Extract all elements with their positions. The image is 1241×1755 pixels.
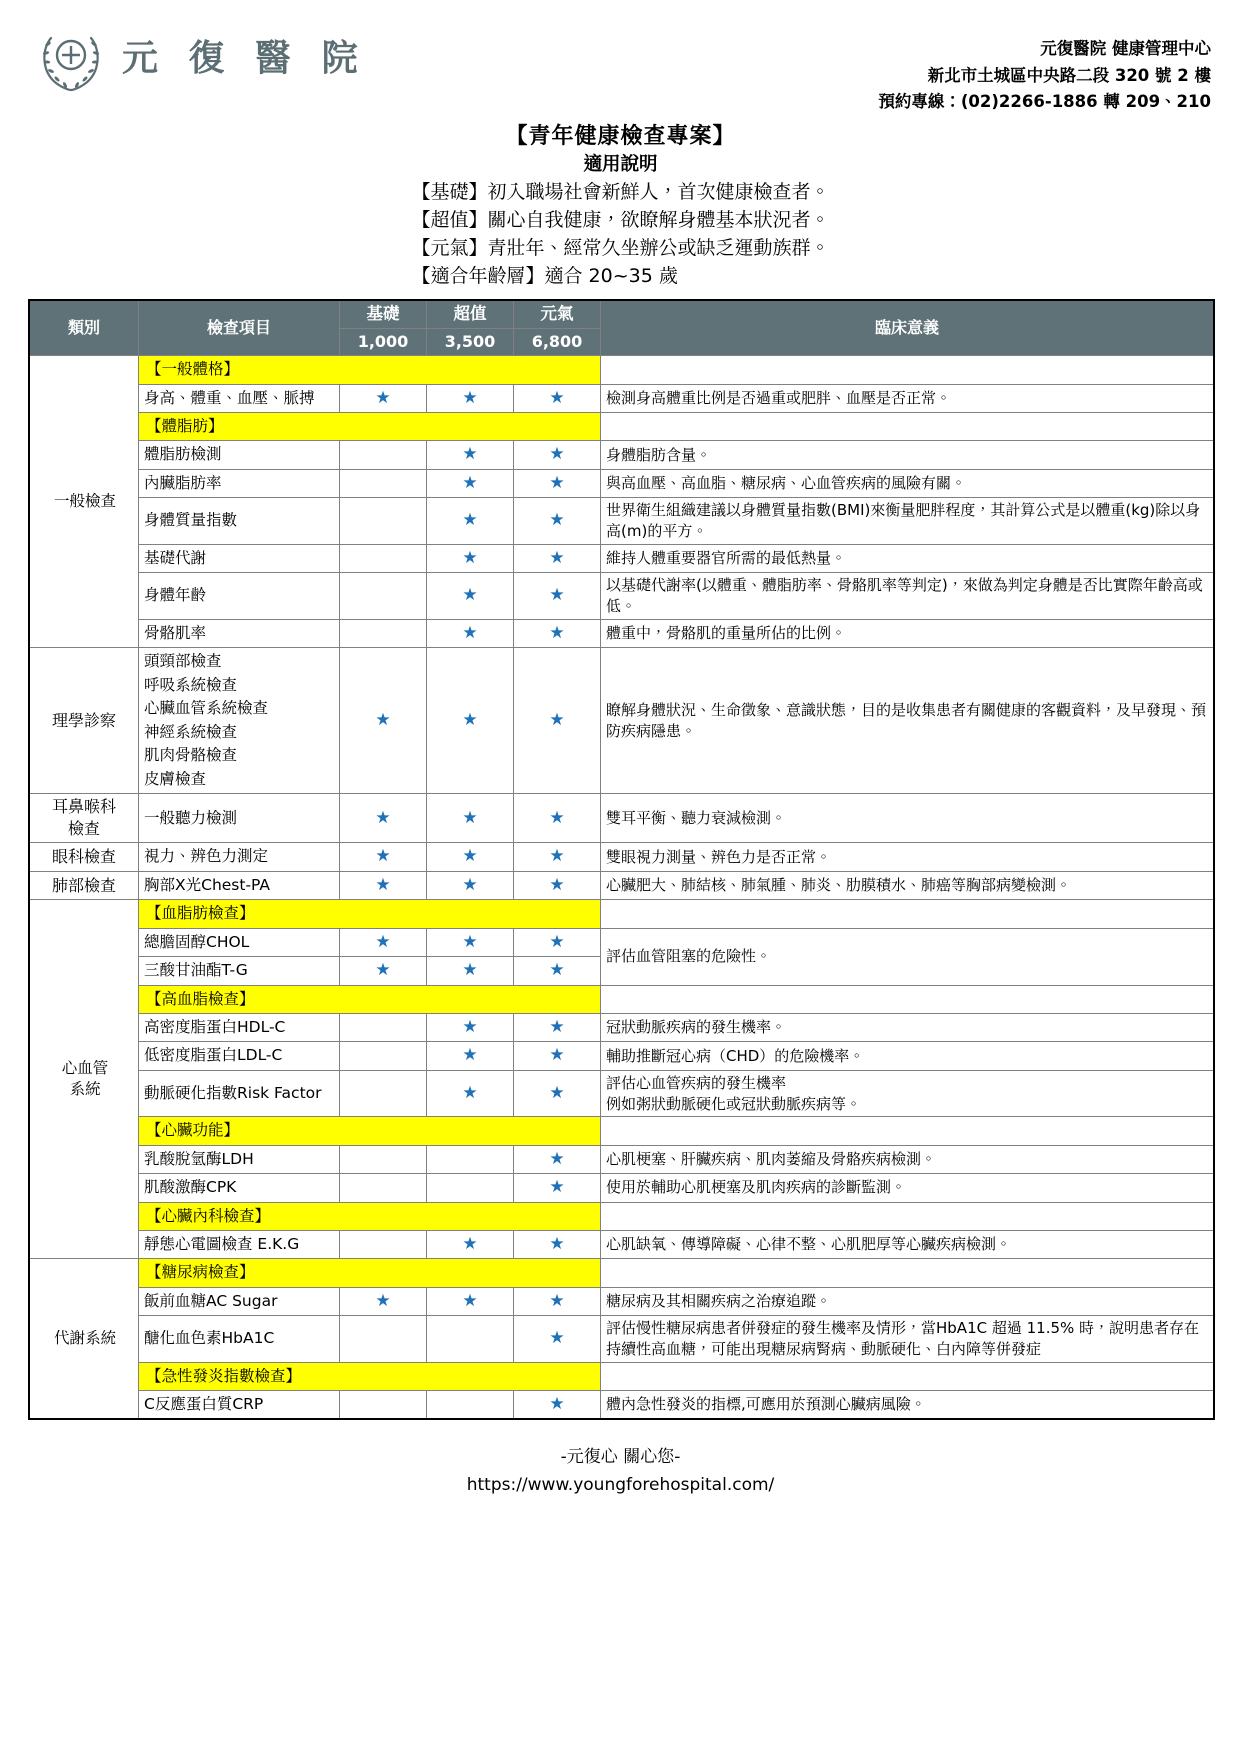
- footer-url[interactable]: https://www.youngforehospital.com/: [466, 1474, 775, 1495]
- item-name-cell: 內臟脂肪率: [139, 469, 340, 497]
- item-name-cell: 視力、辨色力測定: [139, 843, 340, 871]
- center-phone: 預約專線：(02)2266-1886 轉 209、210: [878, 92, 1211, 112]
- column-header-tier-vitality: 元氣: [514, 300, 601, 328]
- item-name-cell: 飯前血糖AC Sugar: [139, 1287, 340, 1315]
- clinical-meaning-cell: 評估血管阻塞的危險性。: [601, 928, 1215, 985]
- table-group-header-row: [29, 1202, 1214, 1230]
- star-empty-basic: [340, 1014, 427, 1042]
- item-name-cell: 總膽固醇CHOL: [139, 928, 340, 956]
- star-empty-basic: [340, 441, 427, 469]
- star-empty-basic: [340, 619, 427, 647]
- table-group-header-row: [29, 1259, 1214, 1287]
- star-included-vitality: ★: [514, 1316, 601, 1362]
- star-included-vitality: ★: [514, 1014, 601, 1042]
- note-line: 【超值】關心自我健康，欲瞭解身體基本狀況者。: [411, 209, 830, 232]
- item-name-cell: 靜態心電圖檢查 E.K.G: [139, 1230, 340, 1258]
- star-included-vitality: ★: [514, 619, 601, 647]
- star-included-value: ★: [427, 619, 514, 647]
- star-included-vitality: ★: [514, 1230, 601, 1258]
- table-header-row: [29, 300, 1214, 328]
- star-empty-basic: [340, 498, 427, 544]
- star-included-value: ★: [427, 871, 514, 899]
- star-included-basic: ★: [340, 794, 427, 843]
- center-address: 新北市土城區中央路二段 320 號 2 樓: [927, 65, 1211, 85]
- star-included-value: ★: [427, 1014, 514, 1042]
- title-block: [0, 122, 1241, 290]
- column-header-category: 類別: [29, 300, 139, 355]
- category-cell: 眼科檢查: [29, 843, 139, 871]
- item-name-cell: 肌酸激酶CPK: [139, 1174, 340, 1202]
- clinical-meaning-cell: 心臟肥大、肺結核、肺氣腫、肺炎、肋膜積水、肺癌等胸部病變檢測。: [601, 871, 1215, 899]
- star-included-value: ★: [427, 1230, 514, 1258]
- table-row: [29, 498, 1214, 544]
- star-included-vitality: ★: [514, 871, 601, 899]
- footer-slogan: -元復心 關心您-: [560, 1447, 681, 1468]
- laurel-wreath-cross-icon: [34, 22, 108, 96]
- star-included-basic: ★: [340, 1287, 427, 1315]
- star-included-basic: ★: [340, 648, 427, 794]
- clinical-meaning-cell: 瞭解身體狀況、生命徵象、意識狀態，目的是收集患者有關健康的客觀資料，及早發現、預防疾病隱患。: [601, 648, 1215, 794]
- star-included-value: ★: [427, 794, 514, 843]
- star-empty-basic: [340, 544, 427, 572]
- table-row: [29, 794, 1214, 843]
- clinical-meaning-cell: 體重中，骨骼肌的重量所佔的比例。: [601, 619, 1215, 647]
- item-name-cell: C反應蛋白質CRP: [139, 1390, 340, 1419]
- group-label: 【急性發炎指數檢查】: [139, 1362, 601, 1390]
- category-cell: 一般檢查: [29, 356, 139, 648]
- table-row: [29, 469, 1214, 497]
- table-group-header-row: [29, 900, 1214, 928]
- star-included-value: ★: [427, 384, 514, 412]
- table-row: [29, 1316, 1214, 1362]
- item-name-cell: 身體質量指數: [139, 498, 340, 544]
- table-head: [29, 300, 1214, 355]
- brand-name: 元 復 醫 院: [122, 38, 367, 79]
- star-included-vitality: ★: [514, 1174, 601, 1202]
- table-row: [29, 1287, 1214, 1315]
- column-header-tier-basic: 基礎: [340, 300, 427, 328]
- table-row: [29, 573, 1214, 619]
- table-row: [29, 871, 1214, 899]
- star-included-value: ★: [427, 1070, 514, 1116]
- table-group-header-row: [29, 1362, 1214, 1390]
- item-name-cell: 一般聽力檢測: [139, 794, 340, 843]
- table-row: [29, 648, 1214, 794]
- star-included-basic: ★: [340, 928, 427, 956]
- star-included-value: ★: [427, 441, 514, 469]
- note-line: 【元氣】青壯年、經常久坐辦公或缺乏運動族群。: [411, 236, 830, 259]
- star-included-vitality: ★: [514, 573, 601, 619]
- clinical-meaning-cell: 冠狀動脈疾病的發生機率。: [601, 1014, 1215, 1042]
- star-included-vitality: ★: [514, 1145, 601, 1173]
- document-header: [0, 0, 1241, 116]
- clinical-meaning-cell: 輔助推斷冠心病（CHD）的危險機率。: [601, 1042, 1215, 1070]
- column-header-meaning: 臨床意義: [601, 300, 1215, 355]
- item-name-cell: 低密度脂蛋白LDL-C: [139, 1042, 340, 1070]
- item-name-cell: 頭頸部檢查 呼吸系統檢查 心臟血管系統檢查 神經系統檢查 肌肉骨骼檢查 皮膚檢查: [139, 648, 340, 794]
- star-included-value: ★: [427, 469, 514, 497]
- star-empty-basic: [340, 1070, 427, 1116]
- clinical-meaning-cell: 世界衛生組織建議以身體質量指數(BMI)來衡量肥胖程度，其計算公式是以體重(kg)除以身高(m)的平方。: [601, 498, 1215, 544]
- clinical-meaning-cell: 糖尿病及其相關疾病之治療追蹤。: [601, 1287, 1215, 1315]
- price-tier-vitality: 6,800: [514, 329, 601, 356]
- star-empty-basic: [340, 1316, 427, 1362]
- page-title: 【青年健康檢查專案】: [505, 124, 736, 150]
- star-included-value: ★: [427, 843, 514, 871]
- star-included-basic: ★: [340, 871, 427, 899]
- table-row: [29, 1174, 1214, 1202]
- item-name-cell: 醣化血色素HbA1C: [139, 1316, 340, 1362]
- item-name-cell: 身高、體重、血壓、脈搏: [139, 384, 340, 412]
- group-label: 【心臟功能】: [139, 1117, 601, 1145]
- star-included-value: ★: [427, 1287, 514, 1315]
- star-included-value: ★: [427, 957, 514, 985]
- category-cell: 耳鼻喉科 檢查: [29, 794, 139, 843]
- star-included-value: ★: [427, 498, 514, 544]
- category-cell: 理學診察: [29, 648, 139, 794]
- clinical-meaning-cell: 心肌缺氧、傳導障礙、心律不整、心肌肥厚等心臟疾病檢測。: [601, 1230, 1215, 1258]
- table-group-header-row: [29, 356, 1214, 384]
- star-included-basic: ★: [340, 843, 427, 871]
- star-included-value: ★: [427, 573, 514, 619]
- star-empty-basic: [340, 469, 427, 497]
- star-included-vitality: ★: [514, 441, 601, 469]
- star-included-vitality: ★: [514, 498, 601, 544]
- star-included-vitality: ★: [514, 384, 601, 412]
- table-group-header-row: [29, 413, 1214, 441]
- star-included-vitality: ★: [514, 1042, 601, 1070]
- clinical-meaning-cell: 評估心血管疾病的發生機率 例如粥狀動脈硬化或冠狀動脈疾病等。: [601, 1070, 1215, 1116]
- star-empty-value: [427, 1390, 514, 1419]
- package-table: [28, 299, 1215, 1420]
- clinical-meaning-cell: 雙耳平衡、聽力衰減檢測。: [601, 794, 1215, 843]
- applicability-notes: [411, 179, 829, 290]
- star-included-vitality: ★: [514, 928, 601, 956]
- star-empty-value: [427, 1145, 514, 1173]
- item-name-cell: 基礎代謝: [139, 544, 340, 572]
- group-label: 【糖尿病檢查】: [139, 1259, 601, 1287]
- clinical-meaning-cell: 以基礎代謝率(以體重、體脂肪率、骨骼肌率等判定)，來做為判定身體是否比實際年齡高或低。: [601, 573, 1215, 619]
- group-label: 【血脂肪檢查】: [139, 900, 601, 928]
- note-line: 【基礎】初入職場社會新鮮人，首次健康檢查者。: [411, 181, 830, 204]
- note-line: 【適合年齡層】適合 20~35 歲: [411, 264, 678, 287]
- star-included-vitality: ★: [514, 1287, 601, 1315]
- document-footer: [0, 1444, 1241, 1498]
- clinical-meaning-cell: 維持人體重要器官所需的最低熱量。: [601, 544, 1215, 572]
- star-included-vitality: ★: [514, 794, 601, 843]
- table-row: [29, 1390, 1214, 1419]
- price-tier-basic: 1,000: [340, 329, 427, 356]
- table-row: [29, 441, 1214, 469]
- group-label: 【一般體格】: [139, 356, 601, 384]
- brand-lockup: [34, 22, 367, 96]
- star-included-value: ★: [427, 928, 514, 956]
- group-label: 【心臟內科檢查】: [139, 1202, 601, 1230]
- item-name-cell: 胸部X光Chest-PA: [139, 871, 340, 899]
- table-group-header-row: [29, 985, 1214, 1013]
- clinical-meaning-cell: 評估慢性糖尿病患者併發症的發生機率及情形，當HbA1C 超過 11.5% 時，說明患者存在持續性高血糖，可能出現糖尿病腎病、動脈硬化、白內障等併發症: [601, 1316, 1215, 1362]
- column-header-item: 檢查項目: [139, 300, 340, 355]
- category-cell: 肺部檢查: [29, 871, 139, 899]
- price-tier-value: 3,500: [427, 329, 514, 356]
- clinical-meaning-cell: 身體脂肪含量。: [601, 441, 1215, 469]
- clinical-meaning-cell: 雙眼視力測量、辨色力是否正常。: [601, 843, 1215, 871]
- table-group-header-row: [29, 1117, 1214, 1145]
- table-row: [29, 619, 1214, 647]
- star-included-basic: ★: [340, 384, 427, 412]
- star-included-vitality: ★: [514, 469, 601, 497]
- star-included-vitality: ★: [514, 957, 601, 985]
- category-cell: 代謝系統: [29, 1259, 139, 1420]
- contact-block: [878, 22, 1211, 116]
- page-subtitle: 適用說明: [583, 154, 658, 176]
- item-name-cell: 體脂肪檢測: [139, 441, 340, 469]
- clinical-meaning-cell: 心肌梗塞、肝臟疾病、肌肉萎縮及骨骼疾病檢測。: [601, 1145, 1215, 1173]
- table-row: [29, 1145, 1214, 1173]
- table-row: [29, 928, 1214, 956]
- star-included-vitality: ★: [514, 1070, 601, 1116]
- table-row: [29, 1042, 1214, 1070]
- star-included-vitality: ★: [514, 544, 601, 572]
- item-name-cell: 高密度脂蛋白HDL-C: [139, 1014, 340, 1042]
- group-label: 【體脂肪】: [139, 413, 601, 441]
- star-empty-value: [427, 1316, 514, 1362]
- clinical-meaning-cell: 檢測身高體重比例是否過重或肥胖、血壓是否正常。: [601, 384, 1215, 412]
- star-empty-basic: [340, 1230, 427, 1258]
- table-row: [29, 1014, 1214, 1042]
- star-included-value: ★: [427, 648, 514, 794]
- item-name-cell: 骨骼肌率: [139, 619, 340, 647]
- category-cell: 心血管 系統: [29, 900, 139, 1259]
- item-name-cell: 身體年齡: [139, 573, 340, 619]
- table-row: [29, 1070, 1214, 1116]
- package-table-wrap: [0, 290, 1241, 1420]
- star-empty-value: [427, 1174, 514, 1202]
- item-name-cell: 動脈硬化指數Risk Factor: [139, 1070, 340, 1116]
- item-name-cell: 乳酸脫氫酶LDH: [139, 1145, 340, 1173]
- column-header-tier-value: 超值: [427, 300, 514, 328]
- star-empty-basic: [340, 1145, 427, 1173]
- table-row: [29, 1230, 1214, 1258]
- clinical-meaning-cell: 與高血壓、高血脂、糖尿病、心血管疾病的風險有關。: [601, 469, 1215, 497]
- table-body: [29, 356, 1214, 1420]
- clinical-meaning-cell: 體內急性發炎的指標,可應用於預測心臟病風險。: [601, 1390, 1215, 1419]
- star-empty-basic: [340, 1390, 427, 1419]
- star-empty-basic: [340, 573, 427, 619]
- star-included-vitality: ★: [514, 648, 601, 794]
- star-empty-basic: [340, 1042, 427, 1070]
- table-row: [29, 544, 1214, 572]
- item-name-cell: 三酸甘油酯T-G: [139, 957, 340, 985]
- table-row: [29, 843, 1214, 871]
- table-row: [29, 384, 1214, 412]
- clinical-meaning-cell: 使用於輔助心肌梗塞及肌肉疾病的診斷監測。: [601, 1174, 1215, 1202]
- star-included-value: ★: [427, 1042, 514, 1070]
- star-included-vitality: ★: [514, 843, 601, 871]
- center-name: 元復醫院 健康管理中心: [1040, 39, 1211, 58]
- star-empty-basic: [340, 1174, 427, 1202]
- group-label: 【高血脂檢查】: [139, 985, 601, 1013]
- star-included-basic: ★: [340, 957, 427, 985]
- star-included-vitality: ★: [514, 1390, 601, 1419]
- star-included-value: ★: [427, 544, 514, 572]
